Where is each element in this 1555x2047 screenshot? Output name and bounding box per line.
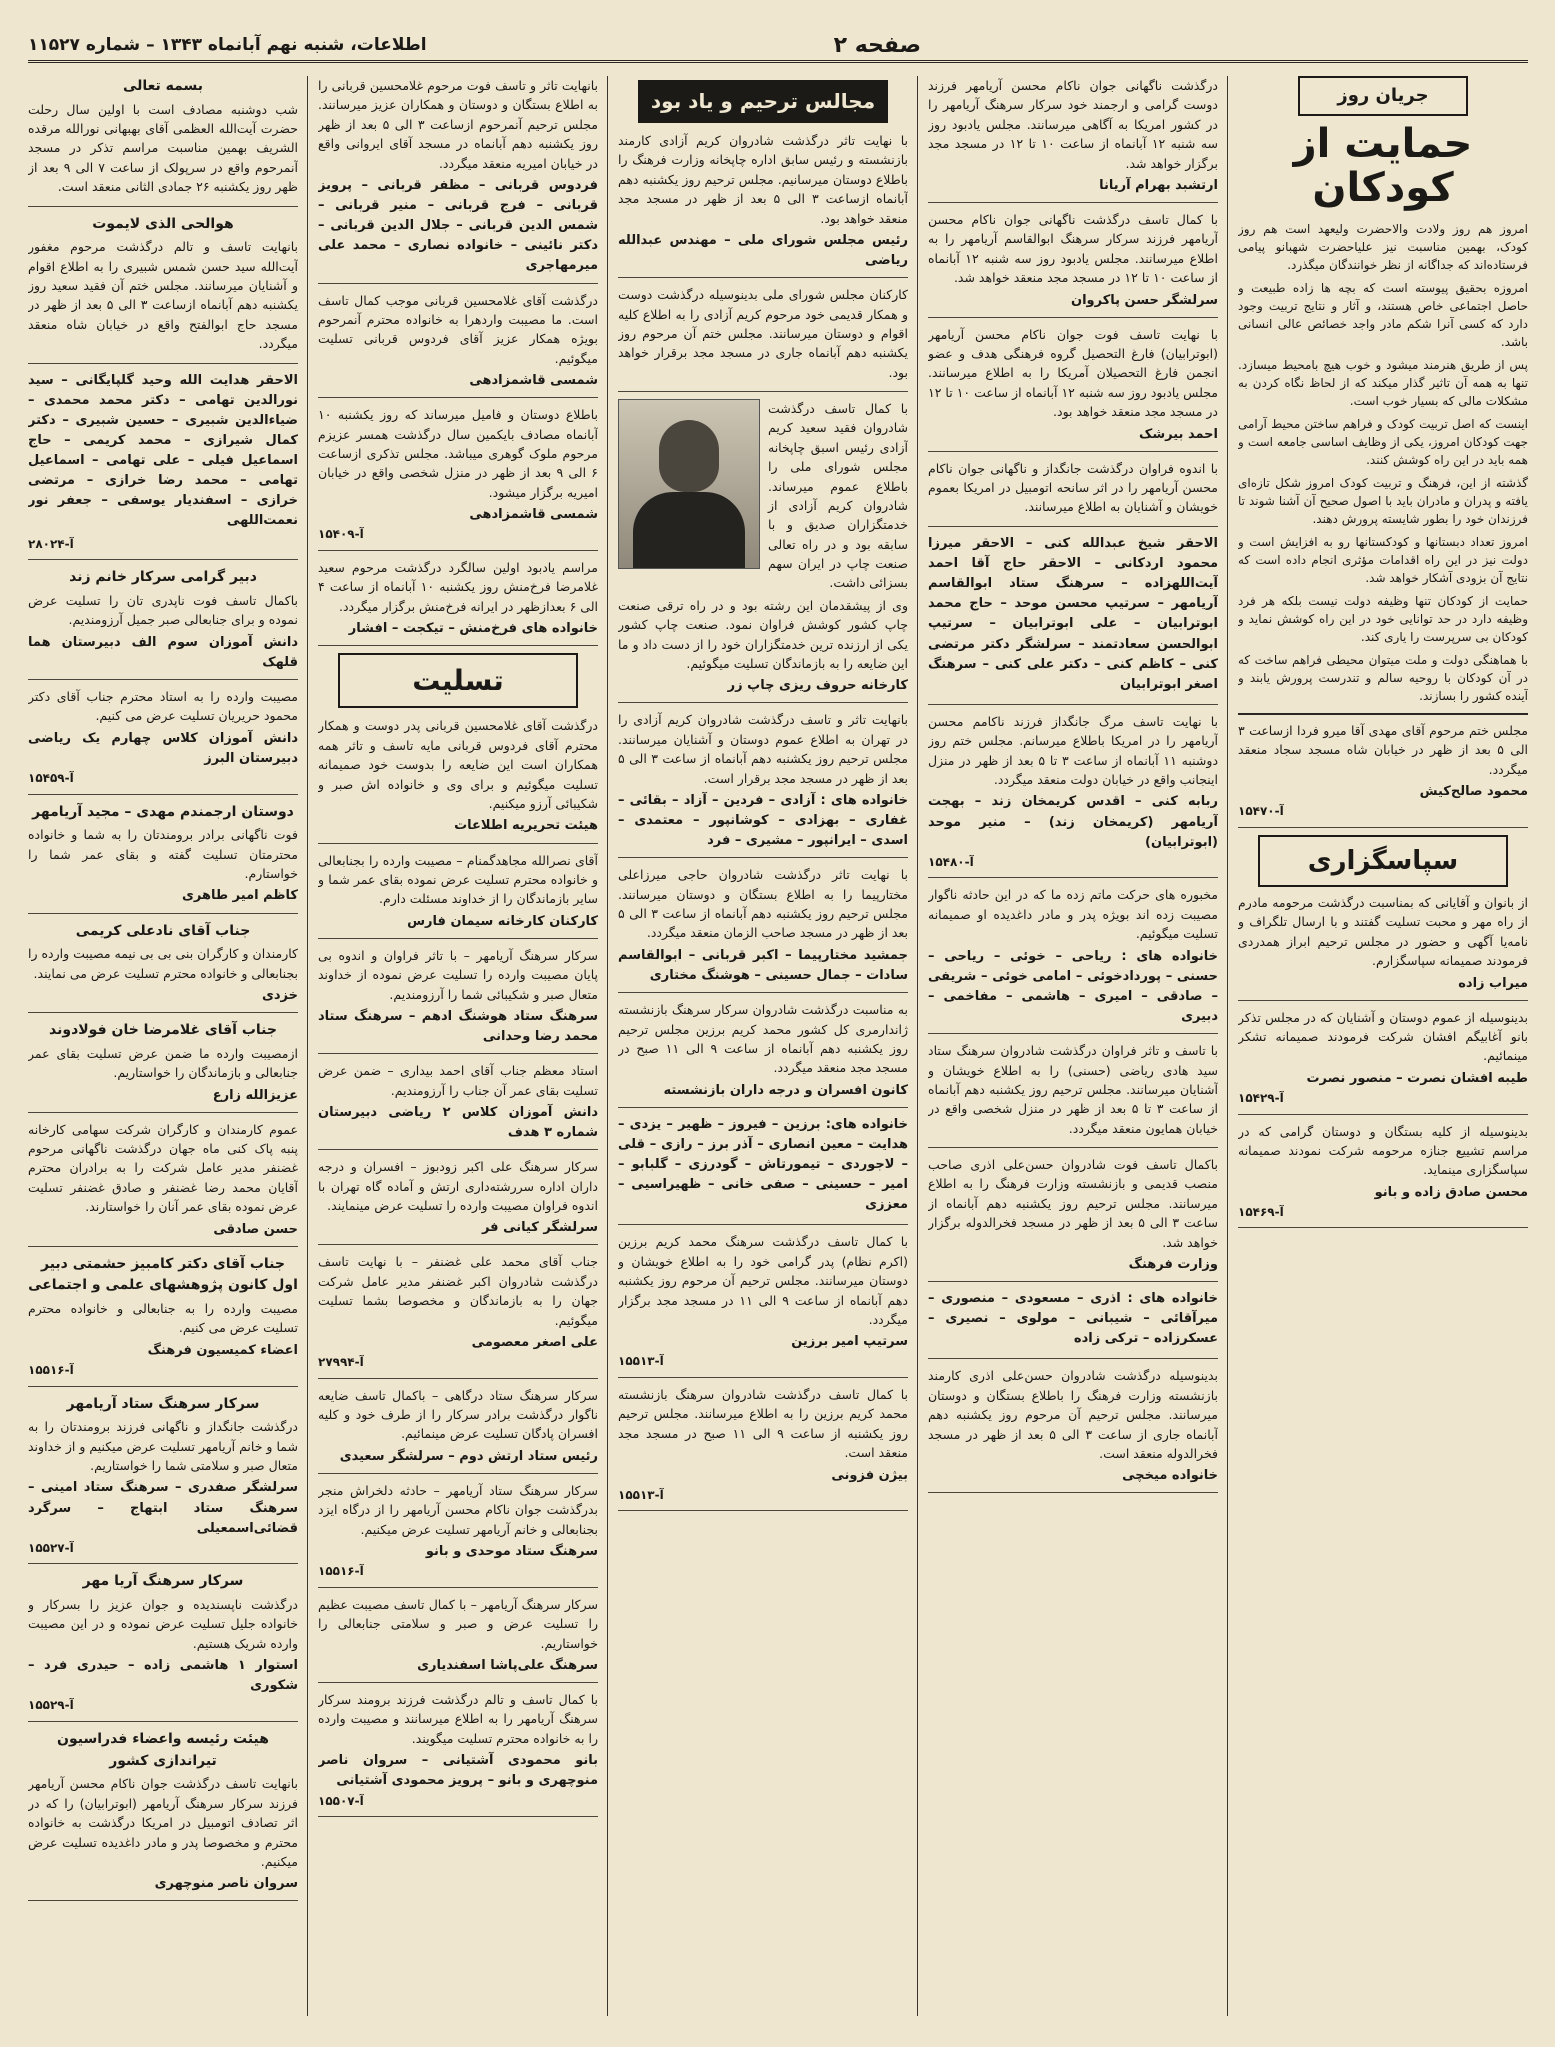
obituary-notice — [928, 1155, 1218, 1282]
condolence-notice — [318, 1157, 598, 1245]
notice-signature: سروان ناصر منوچهری — [154, 1876, 298, 1892]
condolence-notice — [28, 1729, 298, 1901]
notice-signature: وزارت فرهنگ — [1128, 1256, 1218, 1272]
thanks-banner: سپاسگزاری — [1258, 835, 1508, 887]
notice-heading: هوالحی الذی لایموت — [92, 215, 234, 232]
notice-heading: سرکار سرهنگ آریا مهر — [82, 1573, 244, 1590]
notice-signature: خانواده های : آزادی – فردین – آزاد – بقائی – غفاری – بهزادی – کوشانپور – معتمدی – اسدی – ایرانپور – مشیری – فرد — [618, 792, 908, 849]
obituary-notice — [318, 76, 598, 284]
obituary-notice — [928, 210, 1218, 318]
condolence-notice — [318, 946, 598, 1054]
notice-body: بانهایت تاسف درگذشت جوان ناکام محسن آریامهر فرزند سرکار سرهنگ آریامهر (ابوترابیان) را که در اثر تصادف اتومبیل در امریکا درگذشت به خانواده محترم و مخصوصا پدر و مادر داغدیده تسلیت عرض میکنیم. — [28, 1776, 298, 1869]
notice-signature: خانواده های : ریاحی – خوئی – ریاحی – حسنی – پوردادخوئی – امامی خوئی – شریفی – صادقی – امیری – هاشمی – مفاخمی – دبیری — [928, 948, 1218, 1024]
condolence-notice — [28, 214, 298, 364]
notice-signature: هیئت تحریریه اطلاعات — [454, 818, 598, 834]
condolence-notice — [28, 921, 298, 1014]
notice-signature: خانواده میخچی — [1122, 1468, 1218, 1484]
notice-body: درگذشت ناپسندیده و جوان عزیز را بسرکار و خانواده جلیل تسلیت عرض نموده و در این مصیبت وارده شریک هستیم. — [28, 1597, 298, 1651]
notice-signature: بیژن فزونی — [831, 1467, 908, 1483]
obituary-notice — [618, 865, 908, 993]
notice-heading: بسمه تعالی — [122, 78, 204, 94]
notice-body: ازمصیبت وارده ما ضمن عرض تسلیت بقای عمر جنابعالی و بازماندگان را خواستاریم. — [28, 1045, 298, 1081]
notice-signature: خزدی — [261, 987, 298, 1003]
notice-body: با نهایت تاسف مرگ جانگداز فرزند ناکامم محسن آریامهر را در امریکا باطلاع میرسانم. مجلس ختم روز دوشنبه ۱۱ آبانماه از ساعت ۳ تا ۵ بعد از ظهر در منزل اینجانب واقع در خیابان دولت منعقد میگردد. — [928, 713, 1218, 788]
notice-number: آ-۱۵۵۱۳ — [618, 1487, 664, 1502]
notice-signers: خانواده های: برزین – فیروز – ظهیر – یزدی – هدایت – معین انصاری – آذر برز – رازی – قلی – لاجوردی – تیمورتاش – گودرزی – گلبابو – امیر – حسینی – صفی خانی – ظهیراسیی – معززی — [618, 1116, 908, 1213]
column-2 — [928, 76, 1218, 2016]
notice-signature: خانواده های فرخ‌منش – تیکجت – افشار — [348, 620, 598, 636]
obituary-notice — [928, 1041, 1218, 1148]
column-1 — [1238, 76, 1528, 2016]
obituary-notice — [618, 1000, 908, 1108]
obituary-notice — [318, 291, 598, 399]
notice-number: آ-۱۵۵۰۷ — [318, 1793, 364, 1808]
notice-body: سرکار سرهنگ آریامهر – با کمال تاسف مصیبت عظیم را تسلیت عرض و صبر و سلامتی جنابعالی را خواستاریم. — [318, 1596, 598, 1651]
memorial-banner: مجالس ترحیم و یاد بود — [638, 80, 888, 123]
notice-signature: فردوس قربانی – مظفر قربانی – پرویز قربانی – فرج قربانی – منیر قربانی – شمس الدین قربانی – جلال الدین قربانی – دکتر نائینی – خانواده نصاری – محمد علی میرمهاجری — [318, 177, 598, 274]
obituary-notice — [618, 1115, 908, 1226]
column-rule — [307, 76, 308, 2016]
notice-signature: کارخانه حروف ریزی چاپ زر — [727, 678, 908, 694]
notice-body: سرکار سرهنگ علی اکبر زودبوز – افسران و درجه داران اداره سررشته‌داری ارتش و آماده گاه تهران با اندوه فراوان مصیبت وارده را تسلیت عرض مینمایند. — [318, 1159, 598, 1213]
notice-signature: میراب زاده — [1458, 975, 1528, 991]
notice-number: آ-۱۵۴۷۰ — [1238, 804, 1284, 819]
notice-signature: عزیزالله زارع — [212, 1087, 298, 1103]
thanks-notice — [1238, 1008, 1528, 1115]
condolence-notice — [28, 1020, 298, 1113]
editorial-article — [1238, 220, 1528, 705]
thanks-notice — [1238, 1122, 1528, 1229]
notice-body: درگذشت آقای غلامحسین قربانی موجب کمال تاسف است. ما مصیبت واردهرا به خانواده محترم آنمرحوم بویژه همکار عزیز آقای فردوس قربانی تسلیت میگوئیم. — [318, 292, 598, 366]
notice-body: باکمال تاسف فوت شادروان حسن‌علی اذری صاحب منصب قدیمی و بازنشسته وزارت فرهنگ را به اطلاع میرسانند. مجلس ترحیم روز یکشنبه دهم آبانماه از ساعت ۳ الی ۵ بعد از ظهر در مسجد فخرالدوله برگزار خواهد شد. — [928, 1157, 1218, 1250]
notice-number: آ-۱۵۴۸۰ — [928, 854, 974, 869]
notice-number: آ-۱۵۴۶۹ — [1238, 1204, 1284, 1219]
notice-signature: سرلشگر کیانی فر — [481, 1220, 598, 1236]
condolence-notice — [28, 567, 298, 680]
article-paragraph: امروزه بحقیق پیوسته است که بچه ها زاده طبیعت و حاصل اجتماعی خاص هستند، و آثار و نتایج تربیت وجود دارد که کسی آنرا شکم مادر واجد خصائص عالی انسانی باشد. — [1238, 280, 1528, 349]
notice-body: مخبوره های حرکت ماتم زده ما که در این حادثه ناگوار مصیبت زده اند بویژه پدر و مادر داغدیده او صمیمانه تسلیت میگوئیم. — [928, 887, 1218, 942]
notice-body: فوت ناگهانی برادر برومندتان را به شما و خانواده محترمتان تسلیت گفته و بقای عمر شما را خواستارم. — [28, 827, 298, 881]
notice-number: آ-۱۵۵۱۳ — [618, 1354, 664, 1369]
memorial-notice — [1238, 713, 1528, 828]
condolence-notice — [28, 802, 298, 914]
notice-signature: سرلشگر صفدری – سرهنگ ستاد امینی – سرهنگ ستاد ابتهاج – سرگرد قضائی‌اسمعیلی — [28, 1480, 298, 1536]
notice-signature: سرهنگ ستاد هوشنگ ادهم – سرهنگ ستاد محمد رضا وحدانی — [318, 1008, 598, 1045]
notice-body: با کمال تاسف درگذشت شادروان سرهنگ بازنشسته محمد کریم برزین را به اطلاع میرسانند. مجلس ترحیم روز یکشنبه از ساعت ۹ الی ۱۱ صبح در مسجد مجد منعقد است. — [618, 1387, 908, 1461]
notice-body: جناب آقای محمد علی غضنفر – با نهایت تاسف درگذشت شادروان اکبر غضنفر مدیر عامل شرکت جهان را به بازماندگان و مخصوصا بشما تسلیت میگوئیم. — [318, 1254, 598, 1328]
notice-heading: جناب آقای غلامرضا خان فولادوند — [49, 1022, 277, 1039]
notice-heading: دبیر گرامی سرکار خانم زند — [69, 569, 257, 586]
notice-signers: الاحقر شیخ عبدالله کنی – الاحقر میرزا محمود اردکانی – الاحقر حاج آقا احمد آیت‌اللهزاده – سرهنگ ستاد ابوالقاسم آریامهر – سرتیپ محسن موحد – حاج محمد ابوترابیان – علی ابوترابیان – سرتیپ ابوالحسن سعادتمند – سرلشگر دکتر مرتضی کنی – کاظم کنی – دکتر علی کنی – سرهنگ اصغر ابوترابیان — [928, 535, 1218, 692]
notice-heading: هیئت رئیسه واعضاء فدراسیون تیراندازی کشور — [57, 1731, 269, 1769]
obituary-notice — [928, 1366, 1218, 1493]
notice-body: با اندوه فراوان درگذشت جانگداز و ناگهانی جوان ناکام محسن آریامهر را در اثر سانحه اتومبیل در امریکا بعموم خویشان و آشنایان به اطلاع میرسانند. — [928, 460, 1218, 515]
article-paragraph: گذشته از این، فرهنگ و تربیت کودک امروز شکل تازه‌ای یافته و پدران و مادران باید با اصول صحیح آن آشنا شوند تا فرزندان خود را بطور شایسته پرورش دهند. — [1238, 475, 1528, 526]
notice-body: سرکار سرهنگ ستاد آریامهر – حادثه دلخراش منجر بدرگذشت جوان ناکام محسن آریامهر را از درگاه ایزد بجنابعالی و خانم آریامهر تسلیت عرض میکنیم. — [318, 1482, 598, 1537]
notice-body: باطلاع دوستان و فامیل میرساند که روز یکشنبه ۱۰ آبانماه مصادف بایکمین سال درگذشت همسر عزیزم مرحوم ملوک گوهری میباشد. مجلس تذکری ازساعت ۶ الی ۹ بعد از ظهر در منزل شخصی واقع در خیابان امیریه برگزار میشود. — [318, 407, 598, 500]
section-label: جریان روز — [1298, 76, 1468, 116]
notice-body: با کمال تاسف درگذشت ناگهانی جوان ناکام محسن آریامهر فرزند سرکار سرهنگ ابوالقاسم آریامهر را به اطلاع میرسانند. مجلس یادبود روز سه شنبه ۱۲ آبانماه از ساعت ۱۰ تا ۱۲ در مسجد مجد منعقد خواهد شد. — [928, 212, 1218, 286]
notice-body: با نهایت تاثر درگذشت شادروان کریم آزادی کارمند بازنشسته و رئیس سابق اداره چاپخانه وزارت فرهنگ را باطلاع دوستان میرسانیم. مجلس ترحیم روز یکشنبه دهم آبانماه ازساعت ۳ الی ۵ بعد از ظهر در مسجد مجد منعقد خواهد بود. — [618, 133, 908, 226]
notice-signature: اعضاء کمیسیون فرهنگ — [147, 1342, 298, 1358]
notice-signature: سرهنگ علی‌پاشا اسفندیاری — [417, 1657, 598, 1673]
notice-number: آ-۱۵۵۲۹ — [28, 1698, 74, 1713]
portrait-photo — [618, 399, 760, 569]
article-paragraph: پس از طریق هنرمند میشود و خوب هیچ بامحیط میسازد. تنها به همه آن تاثیر گذار میکند که از لحاظ نگاه کردن به مشکلات مالی که بسیار خوب است. — [1238, 357, 1528, 408]
notice-body: درگذشت ناگهانی جوان ناکام محسن آریامهر فرزند دوست گرامی و ارجمند خود سرکار سرهنگ آریامهر را در کشور امریکا به آگاهی میرسانند. مجلس یادبود روز سه شنبه ۱۲ آبانماه از ساعت ۱۰ تا ۱۲ در مسجد مجد برگزار خواهد شد. — [928, 78, 1218, 171]
notice-signature: بانو محمودی آشتیانی – سروان ناصر منوچهری و بانو – پرویز محمودی آشتیانی — [318, 1753, 598, 1789]
notice-body: عموم کارمندان و کارگران شرکت سهامی کارخانه پنبه پاک کنی ماه جهان درگذشت ناگهانی مرحوم غضنفر مدیر عامل شرکت را به برادران محترم آقایان محمد رضا غضنفر و صادق غضنفر تسلیت عرض نموده بقای عمر آنان را خواستارند. — [28, 1121, 298, 1215]
obituary-notice — [618, 131, 908, 278]
obituary-notice — [928, 76, 1218, 203]
notice-signature: حسن صادقی — [213, 1221, 298, 1237]
portrait-body — [633, 492, 745, 568]
obituary-notice — [618, 710, 908, 858]
newspaper-page — [28, 30, 1528, 2020]
notice-body: بدینوسیله از عموم دوستان و آشنایان که در مجلس تذکر بانو آغابیگم افشان شرکت فرمودند صمیمانه تشکر مینمائیم. — [1238, 1009, 1528, 1064]
column-3 — [618, 76, 908, 2016]
notice-body: با تاسف و تاثر فراوان درگذشت شادروان سرهنگ ستاد سید هادی ریاضی (حسنی) را به اطلاع خویشان و آشنایان میرسانند. مجلس ترحیم روز یکشنبه دهم آبانماه از ساعت ۳ تا ۵ بعد از ظهر در منزل شخصی واقع در خیابان همایون منعقد میگردد. — [928, 1043, 1218, 1136]
article-paragraph: امروز تعداد دبستانها و کودکستانها رو به افزایش است و دولت نیز در این راه اقدامات مؤثری انجام داده است که نتایج آن بزودی آشکار خواهد شد. — [1238, 534, 1528, 585]
condolence-notice — [28, 1394, 298, 1565]
notice-signature: سرلشگر حسن پاکروان — [1070, 292, 1218, 308]
notice-body: با کمال تاسف و تالم درگذشت فرزند برومند سرکار سرهنگ آریامهر را به اطلاع میرسانند و مصیبت وارده را به خانواده محترم تسلیت میگویند. — [318, 1692, 598, 1746]
notice-signature: ربابه کنی – اقدس کریمخان زند – بهجت آریامهر (کریمخان زند) – منیر موحد (ابوترابیان) — [928, 794, 1218, 850]
column-rule — [917, 76, 918, 2016]
condolence-notice — [28, 1120, 298, 1247]
notice-number: آ-۱۵۵۱۶ — [318, 1564, 364, 1579]
obituary-notice — [928, 1289, 1218, 1359]
notice-number: آ-۱۵۴۰۹ — [318, 527, 364, 542]
notice-signature: رئیس ستاد ارتش دوم – سرلشگر سعیدی — [339, 1448, 598, 1464]
notice-heading: جناب آقای دکتر کامبیز حشمتی دبیر اول کانون پژوهشهای علمی و اجتماعی — [28, 1255, 298, 1294]
condolence-notice — [28, 1571, 298, 1722]
masthead — [28, 30, 1528, 63]
condolence-banner: تسلیت — [338, 653, 578, 708]
column-rule — [607, 76, 608, 2016]
notice-body: از بانوان و آقایانی که بمناسبت درگذشت مرحومه مادرم از راه مهر و محبت تسلیت گفتند و با ارسال تلگراف و نامه‌یا آگهی و حضور در مجلس ترحیم ابراز همدردی فرمودند صمیمانه سپاسگزارم. — [1238, 895, 1528, 969]
article-paragraph: امروز هم روز ولادت والاحضرت ولیعهد است هم روز کودک، بهمین مناسبت نیز علیاحضرت شهبانو پیامی فرستاده‌اند که جداگانه از نظر خوانندگان میگذرد. — [1238, 221, 1528, 272]
notice-body: بانهایت تاثر و تاسف درگذشت شادروان کریم آزادی را در تهران به اطلاع عموم دوستان و آشنایان میرسانند. مجلس ترحیم روز یکشنبه دهم آبانماه از ساعت ۳ الی ۵ بعد از ظهر در مسجد مجد برقرار است. — [618, 712, 908, 786]
notice-heading: دوستان ارجمندم مهدی – مجید آریامهر — [32, 803, 294, 820]
condolence-notice — [318, 1690, 598, 1817]
column-rule — [1227, 76, 1228, 2016]
notice-signature: شمسی قاشمزادهی — [469, 373, 598, 389]
condolence-notice — [318, 1595, 598, 1683]
notice-body: کارمندان و کارگران بنی بی بی نیمه مصیبت وارده را بجنابعالی و خانواده محترم تسلیت عرض می نمایند. — [28, 946, 298, 981]
notice-body: مراسم یادبود اولین سالگرد درگذشت مرحوم سعید غلامرضا فرخ‌منش روز یکشنبه ۱۰ آبانماه از ساعت ۴ الی ۶ بعدازظهر در ایرانه فرخ‌منش برگزار میگردد. — [318, 559, 598, 614]
notice-body: درگذشت جانگداز و ناگهانی فرزند برومندتان را به شما و خانم آریامهر تسلیت عرض میکنیم و از خداوند متعال صبر و سلامتی شما را خواستاریم. — [28, 1419, 298, 1473]
notice-body: با کمال تاسف درگذشت شادروان فقید سعید کریم آزادی رئیس اسبق چاپخانه مجلس شورای ملی را باطلاع عموم میرساند. شادروان کریم آزادی از خدمتگزاران صدیق و با سابقه بود و در راه تعالی صنعت چاپ در ایران سهم بسزائی داشت. — [768, 401, 908, 591]
notice-heading: جناب آقای نادعلی کریمی — [75, 922, 251, 939]
obituary-notice — [618, 1385, 908, 1511]
obituary-notice — [928, 712, 1218, 879]
notice-signers: خانواده های : اذری – مسعودی – منصوری – میرآقائی – شیبانی – مولوی – نصیری – عسکرزاده – ترکی زاده — [928, 1291, 1218, 1347]
notice-signature: طیبه افشان نصرت – منصور نصرت — [1306, 1070, 1528, 1086]
notice-body: مجلس ختم مرحوم آقای مهدی آقا میرو فردا ازساعت ۳ الی ۵ بعد از ظهر در خیابان شاه مسجد سجاد منعقد میگردد. — [1238, 722, 1528, 777]
notice-number: آ-۱۵۴۵۹ — [28, 770, 74, 785]
notice-body: شب دوشنبه مصادف است با اولین سال رحلت حضرت آیت‌الله العظمی آقای بهبهانی نورالله مرقده الشریف بهمین مناسبت مراسم تذکر در مسجد آنمرحوم واقع در سرپولک از ساعت ۷ الی ۹ بعد از ظهر روز یکشنبه ۲۶ جمادی الثانی منعقد است. — [28, 101, 298, 195]
headline: حمایت از کودکان — [1293, 120, 1473, 211]
notice-body: وی از پیشقدمان این رشته بود و در راه ترقی صنعت چاپ کشور کوشش فراوان نمود. صنعت چاپ کشور یکی از ارزنده ترین خدمتگزاران خود را از دست داد و ما این ضایعه را به بازماندگان تسلیت میگوئیم. — [618, 597, 908, 671]
notice-body: مصیبت وارده را به استاد محترم جناب آقای دکتر محمود حریریان تسلیت عرض می کنیم. — [28, 688, 298, 724]
notice-body: کارکنان مجلس شورای ملی بدینوسیله درگذشت دوست و همکار قدیمی خود مرحوم کریم آزادی را به اطلاع کلیه اقوام و دوستان میرسانند. مجلس ختم آن مرحوم روز یکشنبه دهم آبانماه جاری در مسجد مجد برقرار خواهد بود. — [618, 287, 908, 380]
obituary-notice — [318, 558, 598, 646]
notice-body: بدینوسیله درگذشت شادروان حسن‌علی اذری کارمند بازنشسته وزارت فرهنگ را باطلاع بستگان و دوستان میرسانند. مجلس ترحیم آن مرحوم روز یکشنبه دهم آبانماه جاری از ساعت ۳ الی ۵ بعد از ظهر در مسجد فخرالدوله منعقد است. — [928, 1368, 1218, 1461]
notice-body: سرکار سرهنگ ستاد درگاهی – باکمال تاسف ضایعه ناگوار درگذشت برادر سرکار را از طرف خود و کلیه افسران پادگان تسلیت عرض مینمائیم. — [318, 1387, 598, 1442]
notice-body: استاد معظم جناب آقای احمد بیداری – ضمن عرض تسلیت بقای عمر آن جناب را آرزومندیم. — [318, 1063, 598, 1098]
obituary-notice — [928, 885, 1218, 1034]
notice-number: آ-۱۵۵۲۷ — [28, 1540, 74, 1555]
notice-signature: رئیس مجلس شورای ملی – مهندس عبدالله ریاضی — [618, 232, 908, 269]
notice-body: با نهایت تاثر درگذشت شادروان حاجی میرزاعلی مختارپیما را به اطلاع بستگان و دوستان میرسانند. مجلس ترحیم روز یکشنبه دهم آبانماه از ساعت ۳ الی ۵ بعد از ظهر در مسجد صاحب الزمان منعقد میگردد. — [618, 867, 908, 941]
notice-signature: سرهنگ ستاد موحدی و بانو — [425, 1544, 598, 1560]
condolence-notice — [318, 716, 598, 843]
notice-body: به مناسبت درگذشت شادروان سرکار سرهنگ بازنشسته ژاندارمری کل کشور محمد کریم برزین مجلس ترحیم روز یکشنبه دهم آبانماه از ساعت ۹ الی ۱۱ صبح در مسجد مجد منعقد میگردد. — [618, 1002, 908, 1076]
notice-body: بانهایت تاثر و تاسف فوت مرحوم غلامحسین قربانی را به اطلاع بستگان و دوستان و همکاران عزیز میرسانند. مجلس ترحیم آنمرحوم ازساعت ۳ الی ۵ بعد از ظهر روز یکشنبه دهم آبانماه در مسجد آقای ایروانی واقع در خیابان امیریه منعقد میگردد. — [318, 78, 598, 171]
condolence-notice — [318, 1481, 598, 1588]
condolence-notice — [28, 687, 298, 795]
notice-signature: علی اصغر معصومی — [471, 1334, 598, 1350]
column-5 — [28, 76, 298, 2016]
notice-signature: دانش آموزان سوم الف دبیرستان هما قلهک — [28, 634, 298, 670]
obituary-notice — [928, 534, 1218, 705]
notice-signature: جمشید مختارپیما – اکبر قربانی – ابوالقاسم سادات – جمال حسینی – هوشنگ مختاری — [618, 947, 908, 983]
notice-heading: سرکار سرهنگ ستاد آریامهر — [66, 1395, 260, 1412]
obituary-notice — [928, 325, 1218, 452]
notice-signature: سرتیپ امیر برزین — [791, 1334, 908, 1350]
notice-number: آ-۱۵۵۱۶ — [28, 1362, 74, 1377]
notice-signature: ارتشبد بهرام آریانا — [1099, 177, 1218, 193]
condolence-notice — [318, 1061, 598, 1150]
column-4 — [318, 76, 598, 2016]
issue-date-line: اطلاعات، شنبه نهم آبانماه ۱۳۴۳ – شماره ۱۱۵۲۷ — [28, 35, 427, 55]
article-paragraph: حمایت از کودکان تنها وظیفه دولت نیست بلکه هر فرد وظیفه دارد در حد توانایی خود در این راه کوشش نماید و کودکان بی سرپرست را یاری کند. — [1238, 593, 1528, 644]
notice-body: درگذشت آقای غلامحسین قربانی پدر دوست و همکار محترم آقای فردوس قربانی مایه تاسف و تاثر همه همکاران است این ضایعه را بدوست خود صمیمانه تسلیت میگوئیم و برای وی و خانواده اش صبر و شکیبائی آرزو میکنیم. — [318, 718, 598, 811]
notice-signers: الاحقر هدایت الله وحید گلپایگانی – سید نورالدین تهامی – دکتر محمد محمدی – ضیاءالدین شبیری – حسین شبیری – دکتر کمال شیرازی – محمد کریمی – حاج اسماعیل فیلی – علی تهامی – اسماعیل تهامی – محمد رضا خرازی – مرتضی خرازی – اسفندیار یوسفی – جعفر نور نعمت‌اللهی — [28, 372, 298, 529]
obituary-notice — [618, 285, 908, 392]
notice-body: آقای نصرالله مجاهدگمنام – مصیبت وارده را بجنابعالی و خانواده محترم تسلیت عرض نموده بقای عمر شما و سایر بازماندگان را از خداوند مسئلت دارم. — [318, 852, 598, 907]
article-paragraph: اینست که اصل تربیت کودک و فراهم ساختن محیط آرامی جهت کودکان امروز، یکی از وظایف اساسی جامعه است و همه باید در این راه کوشش کنند. — [1238, 416, 1528, 467]
notice-body: با نهایت تاسف فوت جوان ناکام محسن آریامهر (ابوترابیان) فارغ التحصیل گروه فرهنگی هدف و عضو انجمن فارغ التحصیلان آمریکا را به اطلاع میرسانند. مجلس یادبود روز سه شنبه ۱۲ آبانماه از ساعت ۱۰ تا ۱۲ در مسجد مجد منعقد خواهد بود. — [928, 326, 1218, 420]
notice-signature: کاظم امیر طاهری — [182, 888, 298, 904]
condolence-notice — [318, 1252, 598, 1378]
notice-body: مصیبت وارده را به جنابعالی و خانواده محترم تسلیت عرض می کنیم. — [28, 1301, 298, 1336]
condolence-notice — [318, 1386, 598, 1474]
notice-signature: استوار ۱ هاشمی زاده – حیدری فرد – شکوری — [28, 1658, 298, 1694]
notice-number: آ-۲۸۰۲۴ — [28, 536, 74, 551]
notice-number: آ-۲۷۹۹۴ — [318, 1355, 364, 1370]
notice-signature: دانش آموزان کلاس چهارم یک ریاضی دبیرستان البرز — [28, 730, 298, 766]
notice-body: با کمال تاسف درگذشت سرهنگ محمد کریم برزین (اکرم نظام) پدر گرامی خود را به اطلاع خویشان و دوستان میرسانند. مجلس ترحیم آن مرحوم روز یکشنبه دهم آبانماه از ساعت ۹ الی ۱۱ در مسجد مجد برگزار میگردد. — [618, 1234, 908, 1327]
notice-signature: محمود صالح‌کیش — [1419, 784, 1528, 800]
portrait-head — [659, 420, 719, 492]
notice-signature: محسن صادق زاده و بانو — [1374, 1184, 1528, 1200]
notice-number: آ-۱۵۴۲۹ — [1238, 1090, 1284, 1105]
notice-body: باکمال تاسف فوت ناپدری تان را تسلیت عرض نموده و برای جنابعالی صبر جمیل آرزومندیم. — [28, 592, 298, 628]
notice-body: بانهایت تاسف و تالم درگذشت مرحوم مغفور آیت‌الله سید حسن شمس شبیری را به اطلاع اقوام و آشنایان میرسانند. مجلس ختم آن فقید سعید روز یکشنبه دهم آبانماه ازساعت ۳ الی ۵ بعد از ظهر در مسجد حاج ابوالفتح واقع در خیابان شاه منعقد میگردد. — [28, 239, 298, 352]
condolence-notice — [28, 1254, 298, 1387]
thanks-notice — [1238, 893, 1528, 1001]
condolence-notice — [28, 371, 298, 561]
condolence-notice — [318, 851, 598, 939]
obituary-notice-with-photo — [618, 399, 908, 703]
notice-signature: احمد بیرشک — [1139, 426, 1218, 442]
obituary-notice — [618, 1232, 908, 1378]
article-paragraph: با هماهنگی دولت و ملت میتوان محیطی فراهم ساخت که در آن کودکان با روحیه سالم و تندرست پرورش یابند و آینده کشور را بسازند. — [1238, 652, 1528, 703]
notice-body: بدینوسیله از کلیه بستگان و دوستان گرامی که در مراسم تشییع جنازه مرحومه شرکت نمودند صمیمانه سپاسگزاری مینماید. — [1238, 1123, 1528, 1178]
notice-signature: شمسی قاشمزادهی — [469, 507, 598, 523]
notice-body: سرکار سرهنگ آریامهر – با تاثر فراوان و اندوه بی پایان مصیبت وارده را تسلیت عرض نموده از خداوند متعال صبر و شکیبائی شما را آرزومندیم. — [318, 947, 598, 1002]
notice-signature: کانون افسران و درجه داران بازنشسته — [663, 1082, 908, 1098]
condolence-notice — [28, 76, 298, 207]
obituary-notice — [318, 405, 598, 551]
notice-signature: کارکنان کارخانه سیمان فارس — [407, 913, 598, 929]
notice-signature: دانش آموزان کلاس ۲ ریاضی دبیرستان شماره ۳ هدف — [318, 1104, 598, 1141]
obituary-notice — [928, 459, 1218, 527]
page-number: صفحه ۲ — [833, 32, 921, 58]
